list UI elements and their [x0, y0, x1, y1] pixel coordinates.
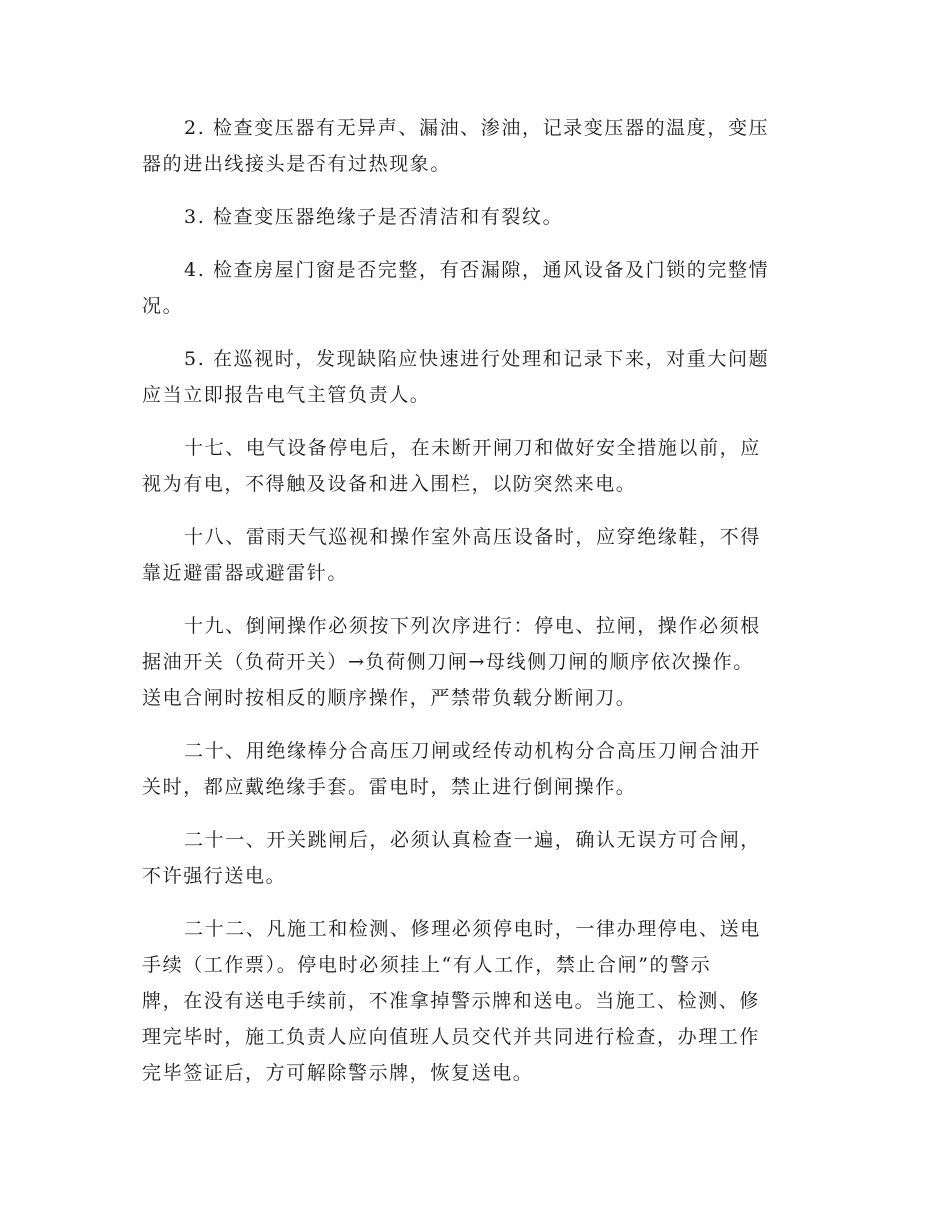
- text-line: 十七、电气设备停电后，在未断开闸刀和做好安全措施以前，应: [184, 437, 761, 459]
- text-line: 应当立即报告电气主管负责人。: [142, 384, 431, 406]
- text-line: 5. 在巡视时，发现缺陷应快速进行处理和记录下来，对重大问题: [184, 348, 770, 370]
- paragraph-item-5: [142, 341, 812, 413]
- text-line: 器的进出线接头是否有过热现象。: [142, 153, 452, 175]
- text-line: 关时，都应戴绝缘手套。雷电时，禁止进行倒闸操作。: [142, 776, 637, 798]
- paragraph-section-18: [142, 519, 812, 591]
- paragraph-item-4: [142, 252, 812, 324]
- paragraph-section-19: [142, 608, 812, 716]
- text-line: 十九、倒闸操作必须按下列次序进行：停电、拉闸，操作必须根: [184, 615, 761, 637]
- text-line: 二十一、开关跳闸后，必须认真检查一遍，确认无误方可合闸，: [184, 829, 761, 851]
- paragraph-item-3: [142, 199, 812, 235]
- text-line: 视为有电，不得触及设备和进入围栏，以防突然来电。: [142, 473, 637, 495]
- text-line: 靠近避雷器或避雷针。: [142, 562, 349, 584]
- text-line: 二十二、凡施工和检测、修理必须停电时，一律办理停电、送电: [184, 918, 761, 940]
- text-line: 据油开关（负荷开关）→负荷侧刀闸→母线侧刀闸的顺序依次操作。: [142, 651, 754, 673]
- paragraph-section-21: [142, 822, 812, 894]
- text-line: 二十、用绝缘棒分合高压刀闸或经传动机构分合高压刀闸合油开: [184, 740, 761, 762]
- text-line: 理完毕时，施工负责人应向值班人员交代并共同进行检查，办理工作: [142, 1026, 761, 1048]
- paragraph-section-17: [142, 430, 812, 502]
- text-line: 况。: [142, 295, 184, 317]
- text-line: 牌，在没有送电手续前，不准拿掉警示牌和送电。当施工、检测、修: [142, 990, 761, 1012]
- text-line: 完毕签证后，方可解除警示牌，恢复送电。: [142, 1062, 534, 1084]
- paragraph-section-20: [142, 733, 812, 805]
- text-line: 2. 检查变压器有无异声、漏油、渗油，记录变压器的温度，变压: [184, 117, 770, 139]
- paragraph-section-22: [142, 911, 812, 1091]
- text-line: 送电合闸时按相反的顺序操作，严禁带负载分断闸刀。: [142, 687, 637, 709]
- text-line: 3. 检查变压器绝缘子是否清洁和有裂纹。: [184, 206, 564, 228]
- text-line: 不许强行送电。: [142, 865, 287, 887]
- paragraph-item-2: [142, 110, 812, 182]
- text-line: 4. 检查房屋门窗是否完整，有否漏隙，通风设备及门锁的完整情: [184, 259, 770, 281]
- text-line: 手续（工作票）。停电时必须挂上“有人工作，禁止合闸”的警示: [142, 954, 712, 976]
- text-line: 十八、雷雨天气巡视和操作室外高压设备时，应穿绝缘鞋，不得: [184, 526, 761, 548]
